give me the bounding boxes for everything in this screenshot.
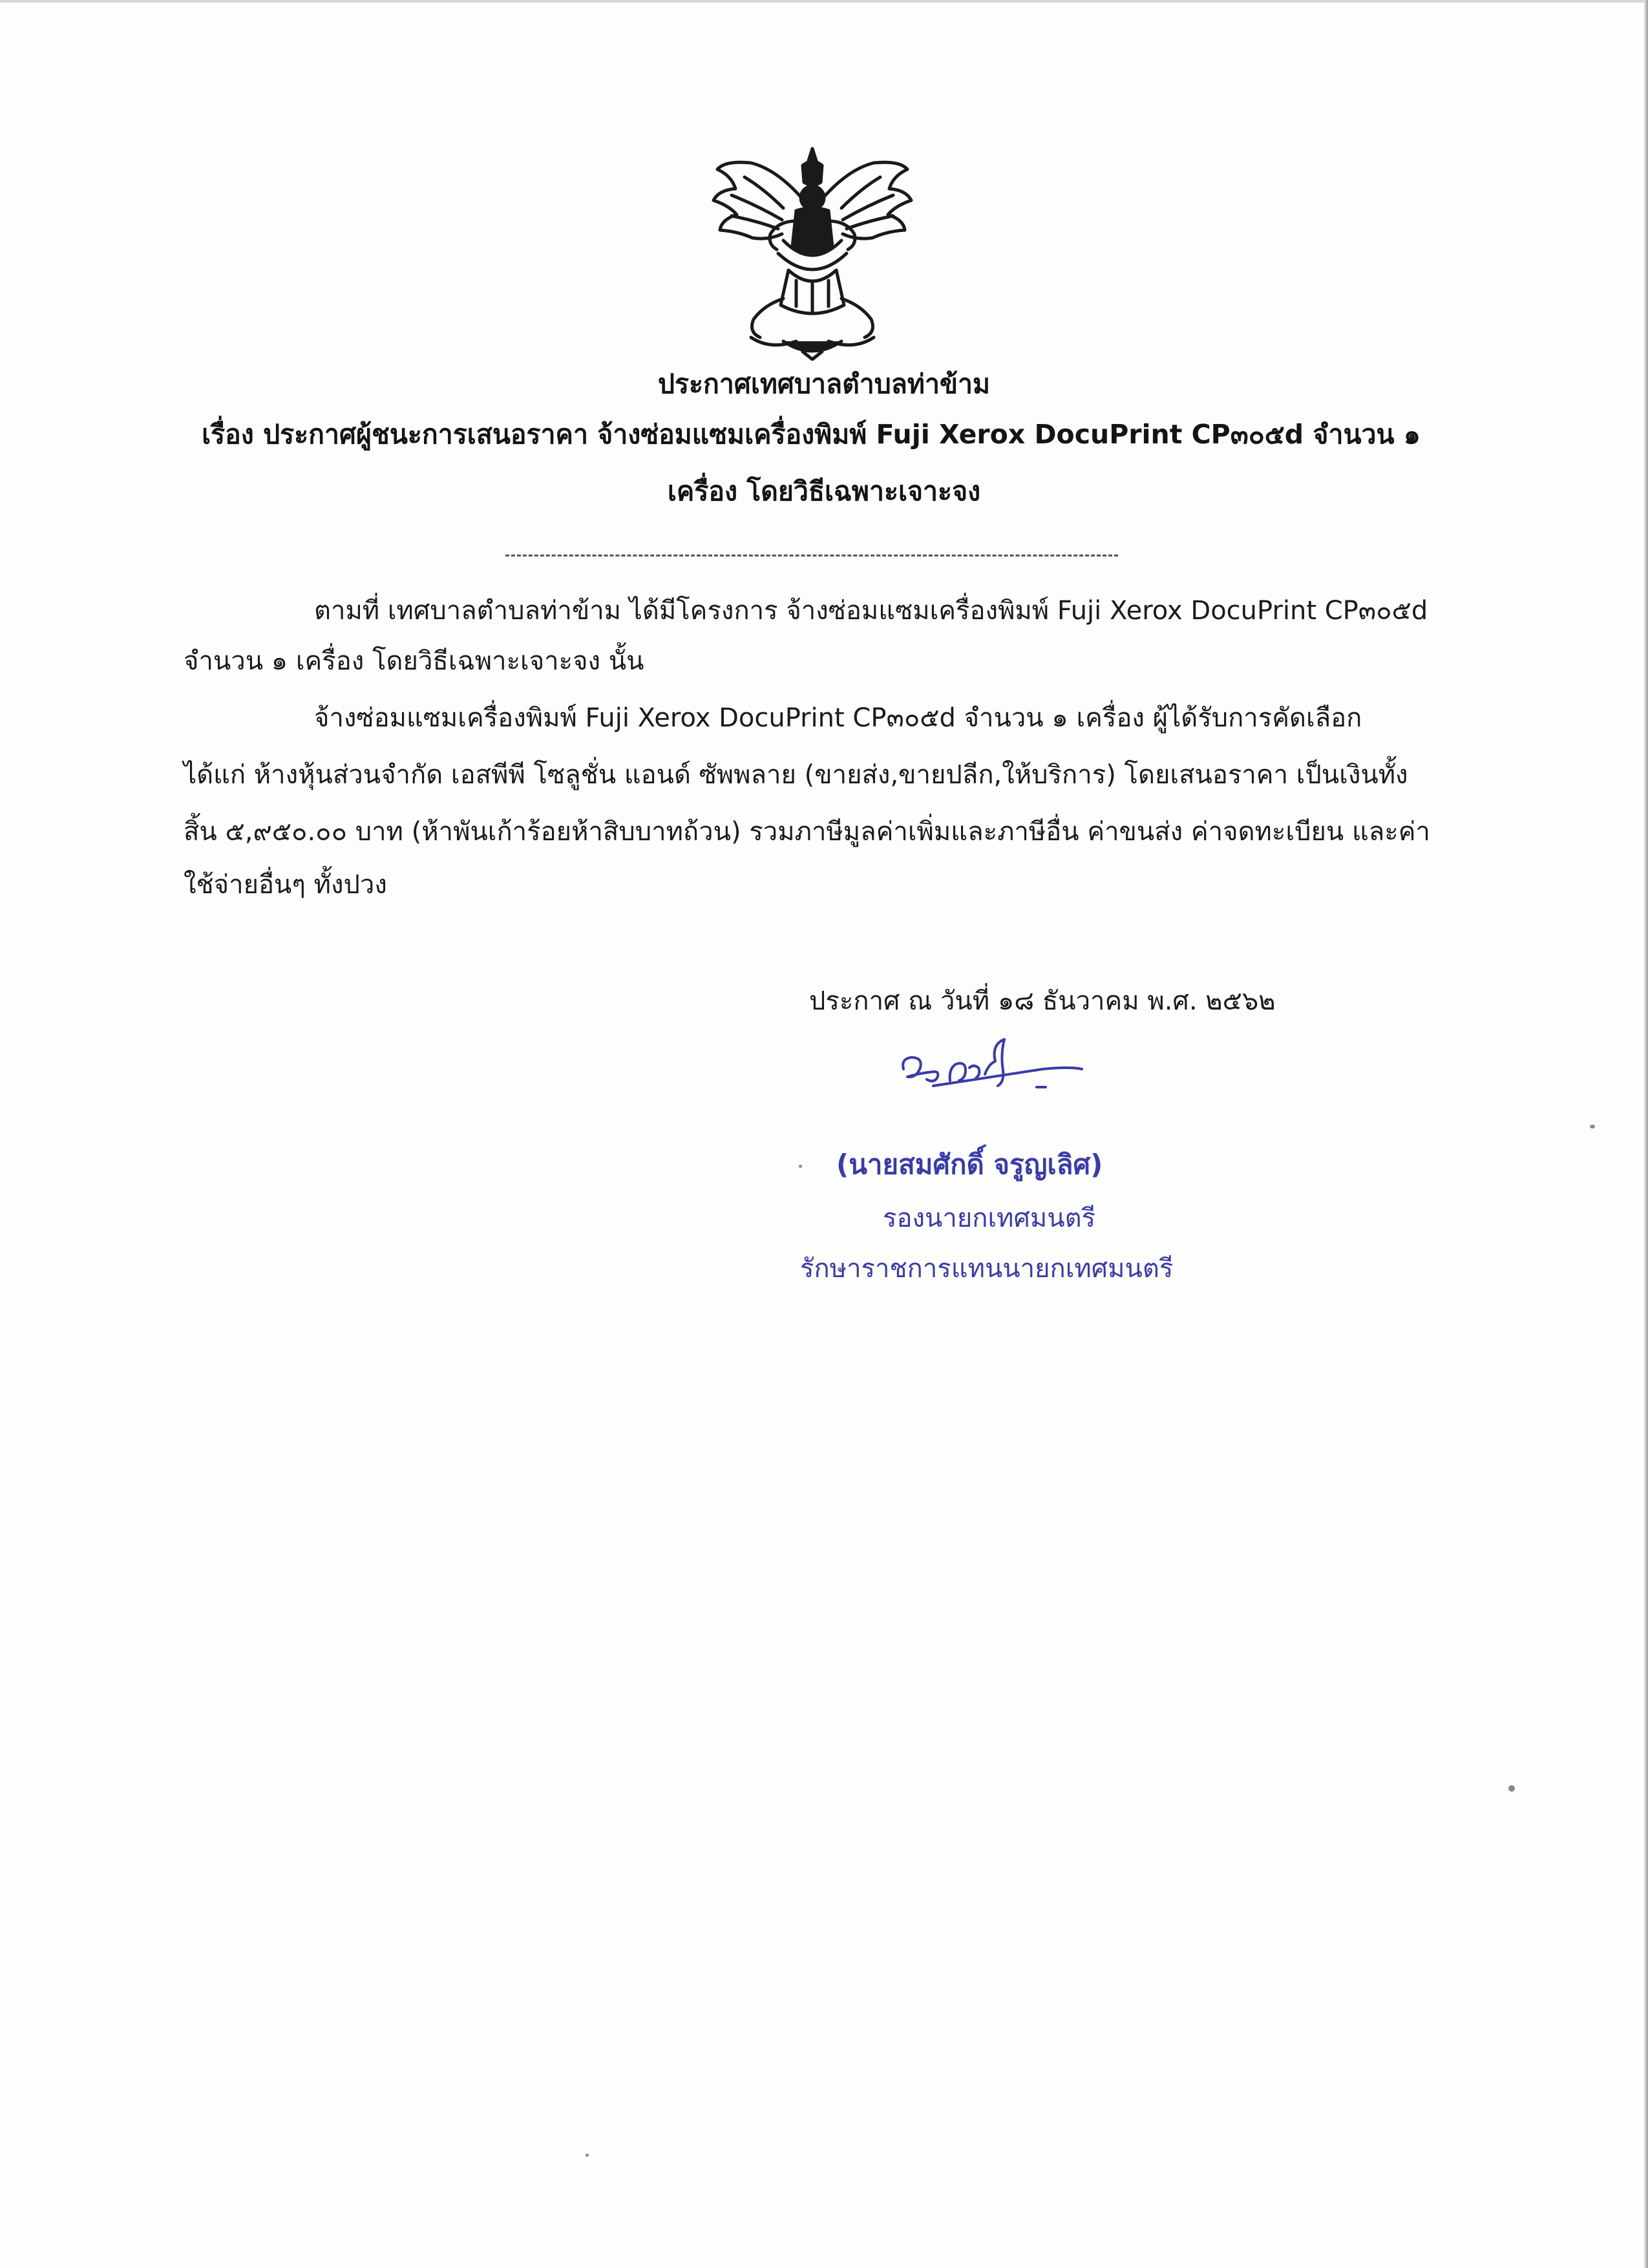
- signatory-name: (นายสมศักดิ์ จรูญเลิศ): [836, 1149, 1103, 1180]
- announcement-subject-line1: เรื่อง ประกาศผู้ชนะการเสนอราคา จ้างซ่อมแซมเครื่องพิมพ์ Fuji Xerox DocuPrint CP๓๐๕d จำนวน ๑: [202, 419, 1421, 450]
- paragraph2-line3: สิ้น ๕,๙๕๐.๐๐ บาท (ห้าพันเก้าร้อยห้าสิบบาทถ้วน) รวมภาษีมูลค่าเพิ่มและภาษีอื่น ค่าขนส่ง ค่าจดทะเบียน และค่า: [184, 817, 1430, 847]
- scan-edge-top: [0, 0, 1648, 3]
- paragraph2-line4: ใช้จ่ายอื่นๆ ทั้งปวง: [184, 870, 387, 900]
- signatory-acting-title: รักษาราชการแทนนายกเทศมนตรี: [800, 1254, 1174, 1284]
- scan-speck: [799, 1165, 802, 1168]
- scan-speck: [1508, 1785, 1515, 1792]
- scan-edge-right: [1644, 0, 1648, 2268]
- handwritten-signature: [894, 1032, 1088, 1122]
- paragraph1-line2: จำนวน ๑ เครื่อง โดยวิธีเฉพาะเจาะจง นั้น: [184, 646, 644, 676]
- paragraph2-line1: จ้างซ่อมแซมเครื่องพิมพ์ Fuji Xerox DocuPrint CP๓๐๕d จำนวน ๑ เครื่อง ผู้ได้รับการคัดเลือก: [314, 703, 1362, 733]
- garuda-emblem-icon: [706, 143, 919, 361]
- announce-date: ประกาศ ณ วันที่ ๑๘ ธันวาคม พ.ศ. ๒๕๖๒: [809, 986, 1276, 1016]
- announcement-issuer: ประกาศเทศบาลตำบลท่าข้าม: [657, 368, 991, 399]
- dashed-divider: [505, 555, 1118, 556]
- signatory-title: รองนายกเทศมนตรี: [883, 1203, 1096, 1233]
- paragraph2-line2: ได้แก่ ห้างหุ้นส่วนจำกัด เอสพีพี โซลูชั่น แอนด์ ซัพพลาย (ขายส่ง,ขายปลีก,ให้บริการ) โดยเสนอราคา เป็นเงินทั้ง: [184, 760, 1408, 790]
- announcement-subject-line2: เครื่อง โดยวิธีเฉพาะเจาะจง: [667, 476, 981, 507]
- scan-speck: [586, 2154, 589, 2157]
- scan-speck: [1590, 1125, 1595, 1129]
- paragraph1-line1: ตามที่ เทศบาลตำบลท่าข้าม ได้มีโครงการ จ้างซ่อมแซมเครื่องพิมพ์ Fuji Xerox DocuPrint CP๓๐๕d: [314, 596, 1428, 626]
